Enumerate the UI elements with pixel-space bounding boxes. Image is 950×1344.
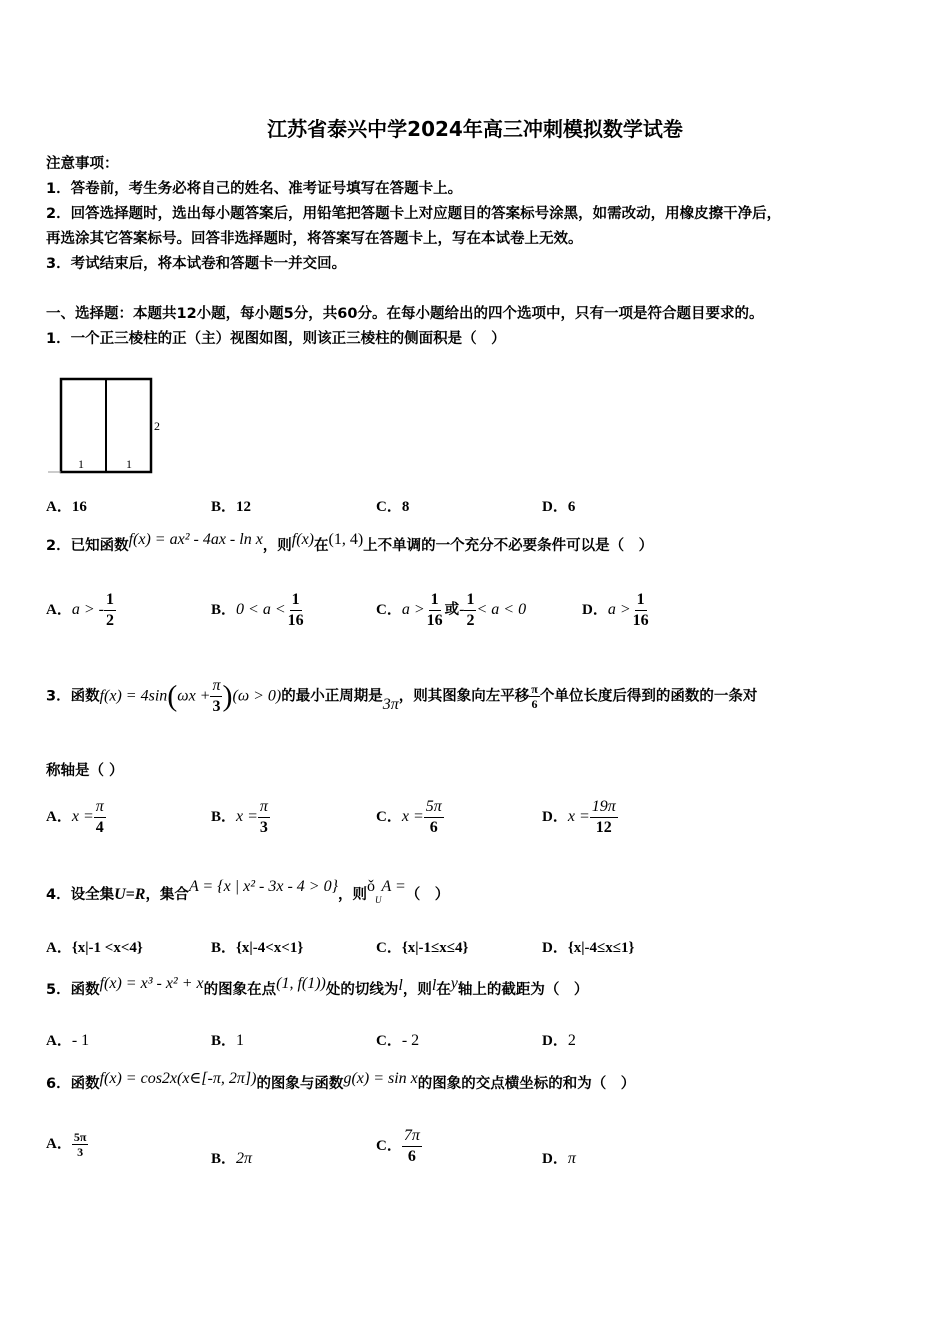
notice-heading: 注意事项： xyxy=(46,156,119,172)
q2-option-d[interactable]: D．a > $\frac{1}{16}$ xyxy=(582,591,649,629)
page-title: 江苏省泰兴中学2024年高三冲刺模拟数学试卷 xyxy=(267,117,683,141)
section-heading: 一、选择题：本题共12小题，每小题5分，共60分。在每小题给出的四个选项中，只有一项是符合题目要求的。 xyxy=(46,306,764,322)
notice-item-1: 1．答卷前，考生务必将自己的姓名、准考证号填写在答题卡上。 xyxy=(46,181,463,197)
q1-option-b[interactable]: B．12 xyxy=(211,499,252,515)
q1-option-a[interactable]: A．16 xyxy=(46,499,87,515)
q5-option-d[interactable]: D．2 xyxy=(542,1032,576,1049)
q4-stem: 4．设全集U=R，集合A = {x | x² - 3x - 4 > 0}，则$ǒ_UA$ =（ ） xyxy=(46,878,450,905)
q1-option-c[interactable]: C．8 xyxy=(376,499,410,515)
base-label-left: 1 xyxy=(78,457,84,471)
q1-front-view-figure xyxy=(48,372,178,480)
q6-option-c[interactable]: C． $\frac{7\pi}{6}$ xyxy=(376,1127,420,1165)
q4-option-a[interactable]: A．{x|-1 <x<4} xyxy=(46,940,143,956)
q3-stem: 3．函数f(x) = 4sin(ωx + $\frac{\pi}{3}$ )(ω > 0)的最小正周期是3π，则其图象向左平移 $\frac{\pi}{6}$ 个单位长度后得到的函数的一条对 xyxy=(46,677,758,715)
q5-stem: 5．函数f(x) = x³ - x² + x的图象在点(1, f(1))处的切线为l，则l在y轴上的截距为（ ） xyxy=(46,975,589,998)
q3-option-c[interactable]: C．x = $\frac{5\pi}{6}$ xyxy=(376,798,442,836)
q4-option-d[interactable]: D．{x|-4≤x≤1} xyxy=(542,940,635,956)
q5-option-c[interactable]: C．- 2 xyxy=(376,1032,420,1049)
q2-option-b[interactable]: B．0 < a < $\frac{1}{16}$ xyxy=(211,591,304,629)
q3-option-a[interactable]: A．x = $\frac{\pi}{4}$ xyxy=(46,798,104,836)
q3-stem-line2: 称轴是（ ） xyxy=(46,763,124,779)
base-label-right: 1 xyxy=(126,457,132,471)
q6-stem: 6．函数f(x) = cos2x(x∈[-π, 2π])的图象与函数g(x) = sin x的图象的交点横坐标的和为（ ） xyxy=(46,1070,636,1092)
q6-option-d[interactable]: D．π xyxy=(542,1150,576,1167)
q3-option-b[interactable]: B．x = $\frac{\pi}{3}$ xyxy=(211,798,268,836)
q2-stem: 2．已知函数f(x) = ax² - 4ax - ln x，则f(x)在(1, 4)上不单调的一个充分不必要条件可以是（ ） xyxy=(46,531,654,554)
notice-item-3: 3．考试结束后，将本试卷和答题卡一并交回。 xyxy=(46,256,347,272)
q2-option-c[interactable]: C．a > $\frac{1}{16}$ 或- $\frac{1}{2}$ < a < 0 xyxy=(376,591,527,629)
q4-option-b[interactable]: B．{x|-4<x<1} xyxy=(211,940,304,956)
q5-option-b[interactable]: B．1 xyxy=(211,1032,245,1049)
q6-option-a[interactable]: A． $\frac{5\pi}{3}$ xyxy=(46,1130,87,1159)
height-label: 2 xyxy=(154,419,160,433)
q5-option-a[interactable]: A．- 1 xyxy=(46,1032,90,1049)
q3-option-d[interactable]: D．x = $\frac{19\pi}{12}$ xyxy=(542,798,616,836)
q4-option-c[interactable]: C．{x|-1≤x≤4} xyxy=(376,940,469,956)
notice-item-2-cont: 再选涂其它答案标号。回答非选择题时，将答案写在答题卡上，写在本试卷上无效。 xyxy=(46,231,583,247)
q6-option-b[interactable]: B．2π xyxy=(211,1150,253,1167)
q2-option-a[interactable]: A．a > - $\frac{1}{2}$ xyxy=(46,591,114,629)
q1-option-d[interactable]: D．6 xyxy=(542,499,576,515)
notice-item-2: 2．回答选择题时，选出每小题答案后，用铅笔把答题卡上对应题目的答案标号涂黑，如需改动，用橡皮擦干净后， xyxy=(46,206,782,222)
q1-stem: 1．一个正三棱柱的正（主）视图如图，则该正三棱柱的侧面积是（ ） xyxy=(46,331,506,347)
